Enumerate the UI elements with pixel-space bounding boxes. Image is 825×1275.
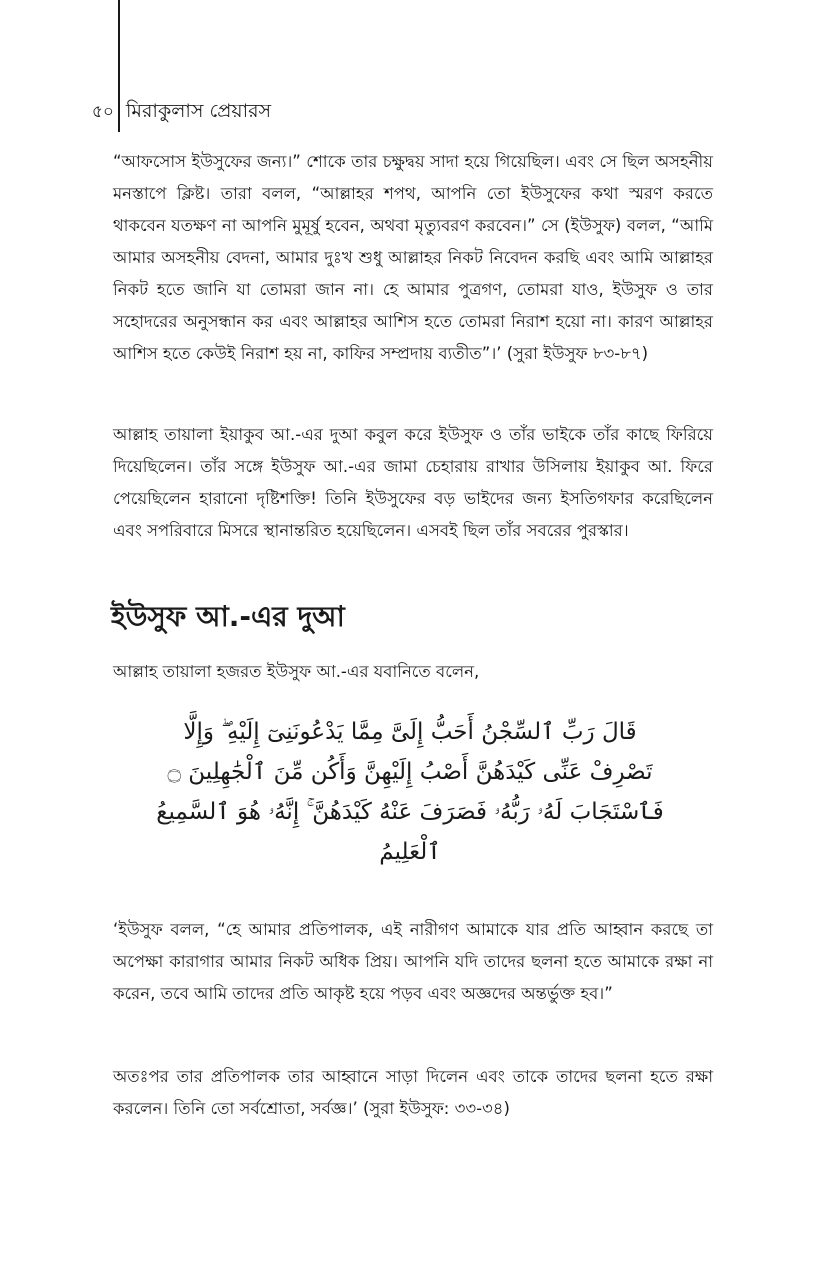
quran-verse-arabic: قَالَ رَبِّ ٱلسِّجْنُ أَحَبُّ إِلَىَّ مِمَّا يَدْعُونَنِىٓ إِلَيْهِ ۖ وَإِلَّا تَصْرِفْ عَنِّى كَيْدَهُنَّ أَصْبُ إِلَيْهِنَّ وَأَكُن مِّنَ ٱلْجَٰهِلِينَ ۝ فَٱسْتَجَابَ لَهُۥ رَبُّهُۥ فَصَرَفَ عَنْهُ كَيْدَهُنَّ ۚ إِنَّهُۥ هُوَ ٱلسَّمِيعُ ٱلْعَلِيمُ	[156, 719, 664, 865]
paragraph-4-text: অতঃপর তার প্রতিপালক তার আহ্বানে সাড়া দিলেন এবং তাকে তাদের ছলনা হতে রক্ষা করলেন। তিনি তো সর্বশ্রোতা, সর্বজ্ঞ।’ (সুরা ইউসুফ: ৩৩-৩৪)	[113, 1067, 713, 1118]
intro-line	[113, 656, 713, 688]
paragraph-3	[113, 914, 713, 1010]
paragraph-2	[113, 419, 713, 547]
page-number: ৫০	[91, 102, 114, 122]
section-heading: ইউসুফ আ.-এর দুআ	[111, 600, 345, 633]
header-vertical-rule	[118, 0, 120, 132]
intro-text: আল্লাহ তায়ালা হজরত ইউসুফ আ.-এর যবানিতে বলেন,	[113, 662, 480, 681]
paragraph-2-text: আল্লাহ তায়ালা ইয়াকুব আ.-এর দুআ কবুল করে ইউসুফ ও তাঁর ভাইকে তাঁর কাছে ফিরিয়ে দিয়েছিলেন। তাঁর সঙ্গে ইউসুফ আ.-এর জামা চেহারায় রাখার উসিলায় ইয়াকুব আ. ফিরে পেয়েছিলেন হারানো দৃষ্টিশক্তি! তিনি ইউসুফের বড় ভাইদের জন্য ইসতিগফার করেছিলেন এবং সপরিবারে মিসরে স্থানান্তরিত হয়েছিলেন। এসবই ছিল তাঁর সবরের পুরস্কার।	[113, 425, 713, 540]
paragraph-1-text: “আফসোস ইউসুফের জন্য।” শোকে তার চক্ষুদ্বয় সাদা হয়ে গিয়েছিল। এবং সে ছিল অসহনীয় মনস্তাপে ক্লিষ্ট। তারা বলল, “আল্লাহর শপথ, আপনি তো ইউসুফের কথা স্মরণ করতে থাকবেন যতক্ষণ না আপনি মুমূর্ষু হবেন, অথবা মৃত্যুবরণ করবেন।” সে (ইউসুফ) বলল, “আমি আমার অসহনীয় বেদনা, আমার দুঃখ শুধু আল্লাহর নিকট নিবেদন করছি এবং আমি আল্লাহর নিকট হতে জানি যা তোমরা জান না। হে আমার পুত্রগণ, তোমরা যাও, ইউসুফ ও তার সহোদরের অনুসন্ধান কর এবং আল্লাহর আশিস হতে তোমরা নিরাশ হয়ো না। কারণ আল্লাহর আশিস হতে কেউই নিরাশ হয় না, কাফির সম্প্রদায় ব্যতীত”।’ (সুরা ইউসুফ ৮৩-৮৭)	[113, 152, 713, 363]
paragraph-1	[113, 146, 713, 370]
paragraph-3-text: ‘ইউসুফ বলল, “হে আমার প্রতিপালক, এই নারীগণ আমাকে যার প্রতি আহ্বান করছে তা অপেক্ষা কারাগার আমার নিকট অধিক প্রিয়। আপনি যদি তাদের ছলনা হতে আমাকে রক্ষা না করেন, তবে আমি তাদের প্রতি আকৃষ্ট হয়ে পড়ব এবং অজ্ঞদের অন্তর্ভুক্ত হব।”	[113, 920, 713, 1003]
paragraph-4	[113, 1061, 713, 1125]
running-title: মিরাকুলাস প্রেয়ারস	[126, 100, 272, 122]
